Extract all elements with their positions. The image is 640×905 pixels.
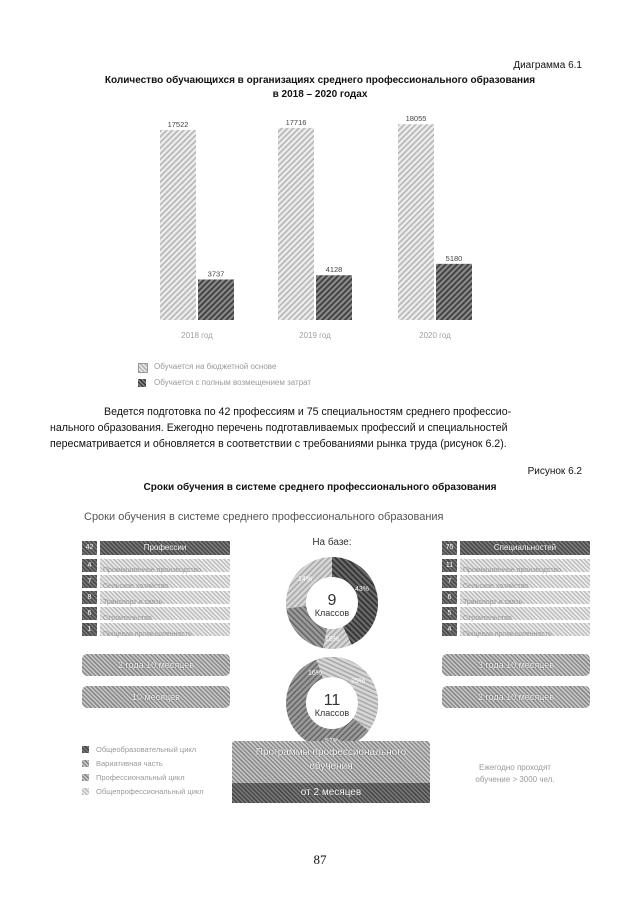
- bar-value-label: 4128: [325, 265, 343, 275]
- note-line2: обучение > 3000 чел.: [475, 775, 555, 784]
- bar-value-label: 17522: [167, 120, 189, 130]
- bar-paid: [436, 264, 472, 320]
- prof-row-label: [100, 559, 230, 572]
- spec-row-label: [460, 575, 590, 588]
- bar-value-label: 17716: [285, 117, 307, 127]
- specialties-header: Специальностей: [460, 541, 590, 555]
- base-label: На базе:: [312, 537, 352, 548]
- bar-budget: [278, 128, 314, 320]
- spec-row-num: 5: [442, 607, 457, 620]
- legend-swatch-budget: [138, 363, 148, 373]
- donut1-big: 9: [327, 592, 337, 609]
- paragraph-line1: Ведется подготовка по 42 профессиям и 75 специальностям среднего профессио-: [104, 406, 512, 418]
- prof-row-num: 6: [82, 607, 97, 620]
- professions-header: Профессии: [100, 541, 230, 555]
- spec-row-text: Строительство: [463, 615, 512, 622]
- specialties-term2: 2 года 10 месяцев: [442, 686, 590, 708]
- bar-paid: [316, 275, 352, 320]
- prof-row-num: 8: [82, 591, 97, 604]
- donut1-small: Классов: [314, 608, 350, 618]
- bar-chart: [120, 108, 520, 348]
- spec-row-text: Пищевая промышленность: [463, 631, 552, 638]
- chart-title-line2: в 2018 – 2020 годах: [272, 89, 368, 100]
- spec-row-label: [460, 591, 590, 604]
- donut2-p2: 25%: [350, 678, 366, 685]
- donut1-p1: 14%: [297, 576, 313, 583]
- legend-swatch-paid: [138, 379, 146, 387]
- program-box: [232, 741, 430, 803]
- prof-row-num: 7: [82, 575, 97, 588]
- paragraph-line2: нального образования. Ежегодно перечень подготавливаемых профессий и специальностей: [50, 422, 508, 434]
- bar-value-label: 18055: [405, 114, 427, 124]
- donut1-p3: 18%: [324, 636, 340, 643]
- prof-row-label: [100, 623, 230, 636]
- spec-row-text: Сельское хозяйство: [463, 583, 529, 590]
- prof-row-num: 4: [82, 559, 97, 572]
- diagram-label: Диаграмма 6.1: [513, 60, 582, 71]
- spec-row-num: 4: [442, 623, 457, 636]
- cycle-label: Вариативная часть: [96, 759, 163, 768]
- bar-budget: [398, 124, 434, 320]
- cycle-label: Общепрофессиональный цикл: [96, 787, 204, 796]
- professions-term2: 10 месяцев: [82, 686, 230, 708]
- prof-row-text: Пищевая промышленность: [103, 631, 192, 638]
- paragraph-line3: пересматривается и обновляется в соответствии с требованиями рынка труда (рисунок 6.2).: [50, 438, 507, 450]
- donut-9-classes: [282, 553, 382, 653]
- figure-label: Рисунок 6.2: [527, 466, 582, 477]
- donut-11-classes: [282, 653, 382, 753]
- bar-value-label: 3737: [207, 269, 225, 279]
- prof-row-text: Транспорт и связь: [103, 599, 163, 606]
- program-line1: Программы профессионального: [255, 747, 407, 758]
- bar-value-label: 5180: [445, 253, 463, 263]
- prof-row-text: Промышленное производство: [103, 567, 202, 574]
- prof-row-label: [100, 607, 230, 620]
- legend-label-budget: Обучается на бюджетной основе: [154, 362, 277, 371]
- infographic-title: Сроки обучения в системе среднего профессионального образования: [84, 511, 444, 523]
- program-line3: от 2 месяцев: [232, 783, 430, 803]
- professions-count: 42: [82, 541, 97, 555]
- cycle-swatch: [82, 746, 89, 753]
- category-label: 2020 год: [419, 331, 451, 340]
- chart-title-line1: Количество обучающихся в организациях среднего профессионального образования: [104, 75, 536, 86]
- bar-budget: [160, 130, 196, 320]
- program-line2: обучения: [309, 761, 353, 772]
- category-label: 2018 год: [181, 331, 213, 340]
- spec-row-label: [460, 623, 590, 636]
- infographic: [72, 505, 592, 815]
- donut2-small: Классов: [314, 708, 350, 718]
- cycle-label: Профессиональный цикл: [96, 773, 185, 782]
- legend-label-paid: Обучается с полным возмещением затрат: [154, 378, 312, 387]
- specialties-term1: 3 года 10 месяцев: [442, 654, 590, 676]
- spec-row-num: 7: [442, 575, 457, 588]
- donut2-big: 11: [323, 692, 341, 709]
- donut2-p1: 16%: [307, 670, 323, 677]
- cycle-swatch: [82, 788, 89, 795]
- donut1-p2: 43%: [354, 586, 370, 593]
- prof-row-num: 1: [82, 623, 97, 636]
- professions-term1: 2 года 10 месяцев: [82, 654, 230, 676]
- body-paragraph: [50, 404, 590, 452]
- spec-row-text: Промышленное производство: [463, 567, 562, 574]
- annual-note: [450, 763, 580, 784]
- spec-row-label: [460, 607, 590, 620]
- cycle-swatch: [82, 760, 89, 767]
- spec-row-num: 11: [442, 559, 457, 572]
- cycle-label: Общеобразовательный цикл: [96, 745, 197, 754]
- specialties-count: 75: [442, 541, 457, 555]
- figure-title: Сроки обучения в системе среднего профессионального образования: [143, 482, 497, 493]
- prof-row-text: Сельское хозяйство: [103, 583, 169, 590]
- prof-row-label: [100, 591, 230, 604]
- spec-row-num: 6: [442, 591, 457, 604]
- bar-paid: [198, 279, 234, 320]
- category-label: 2019 год: [299, 331, 331, 340]
- spec-row-text: Транспорт и связь: [463, 599, 523, 606]
- spec-row-label: [460, 559, 590, 572]
- prof-row-label: [100, 575, 230, 588]
- cycle-swatch: [82, 774, 89, 781]
- prof-row-text: Строительство: [103, 615, 152, 622]
- page-number: 87: [313, 852, 327, 867]
- note-line1: Ежегодно проходят: [479, 763, 551, 772]
